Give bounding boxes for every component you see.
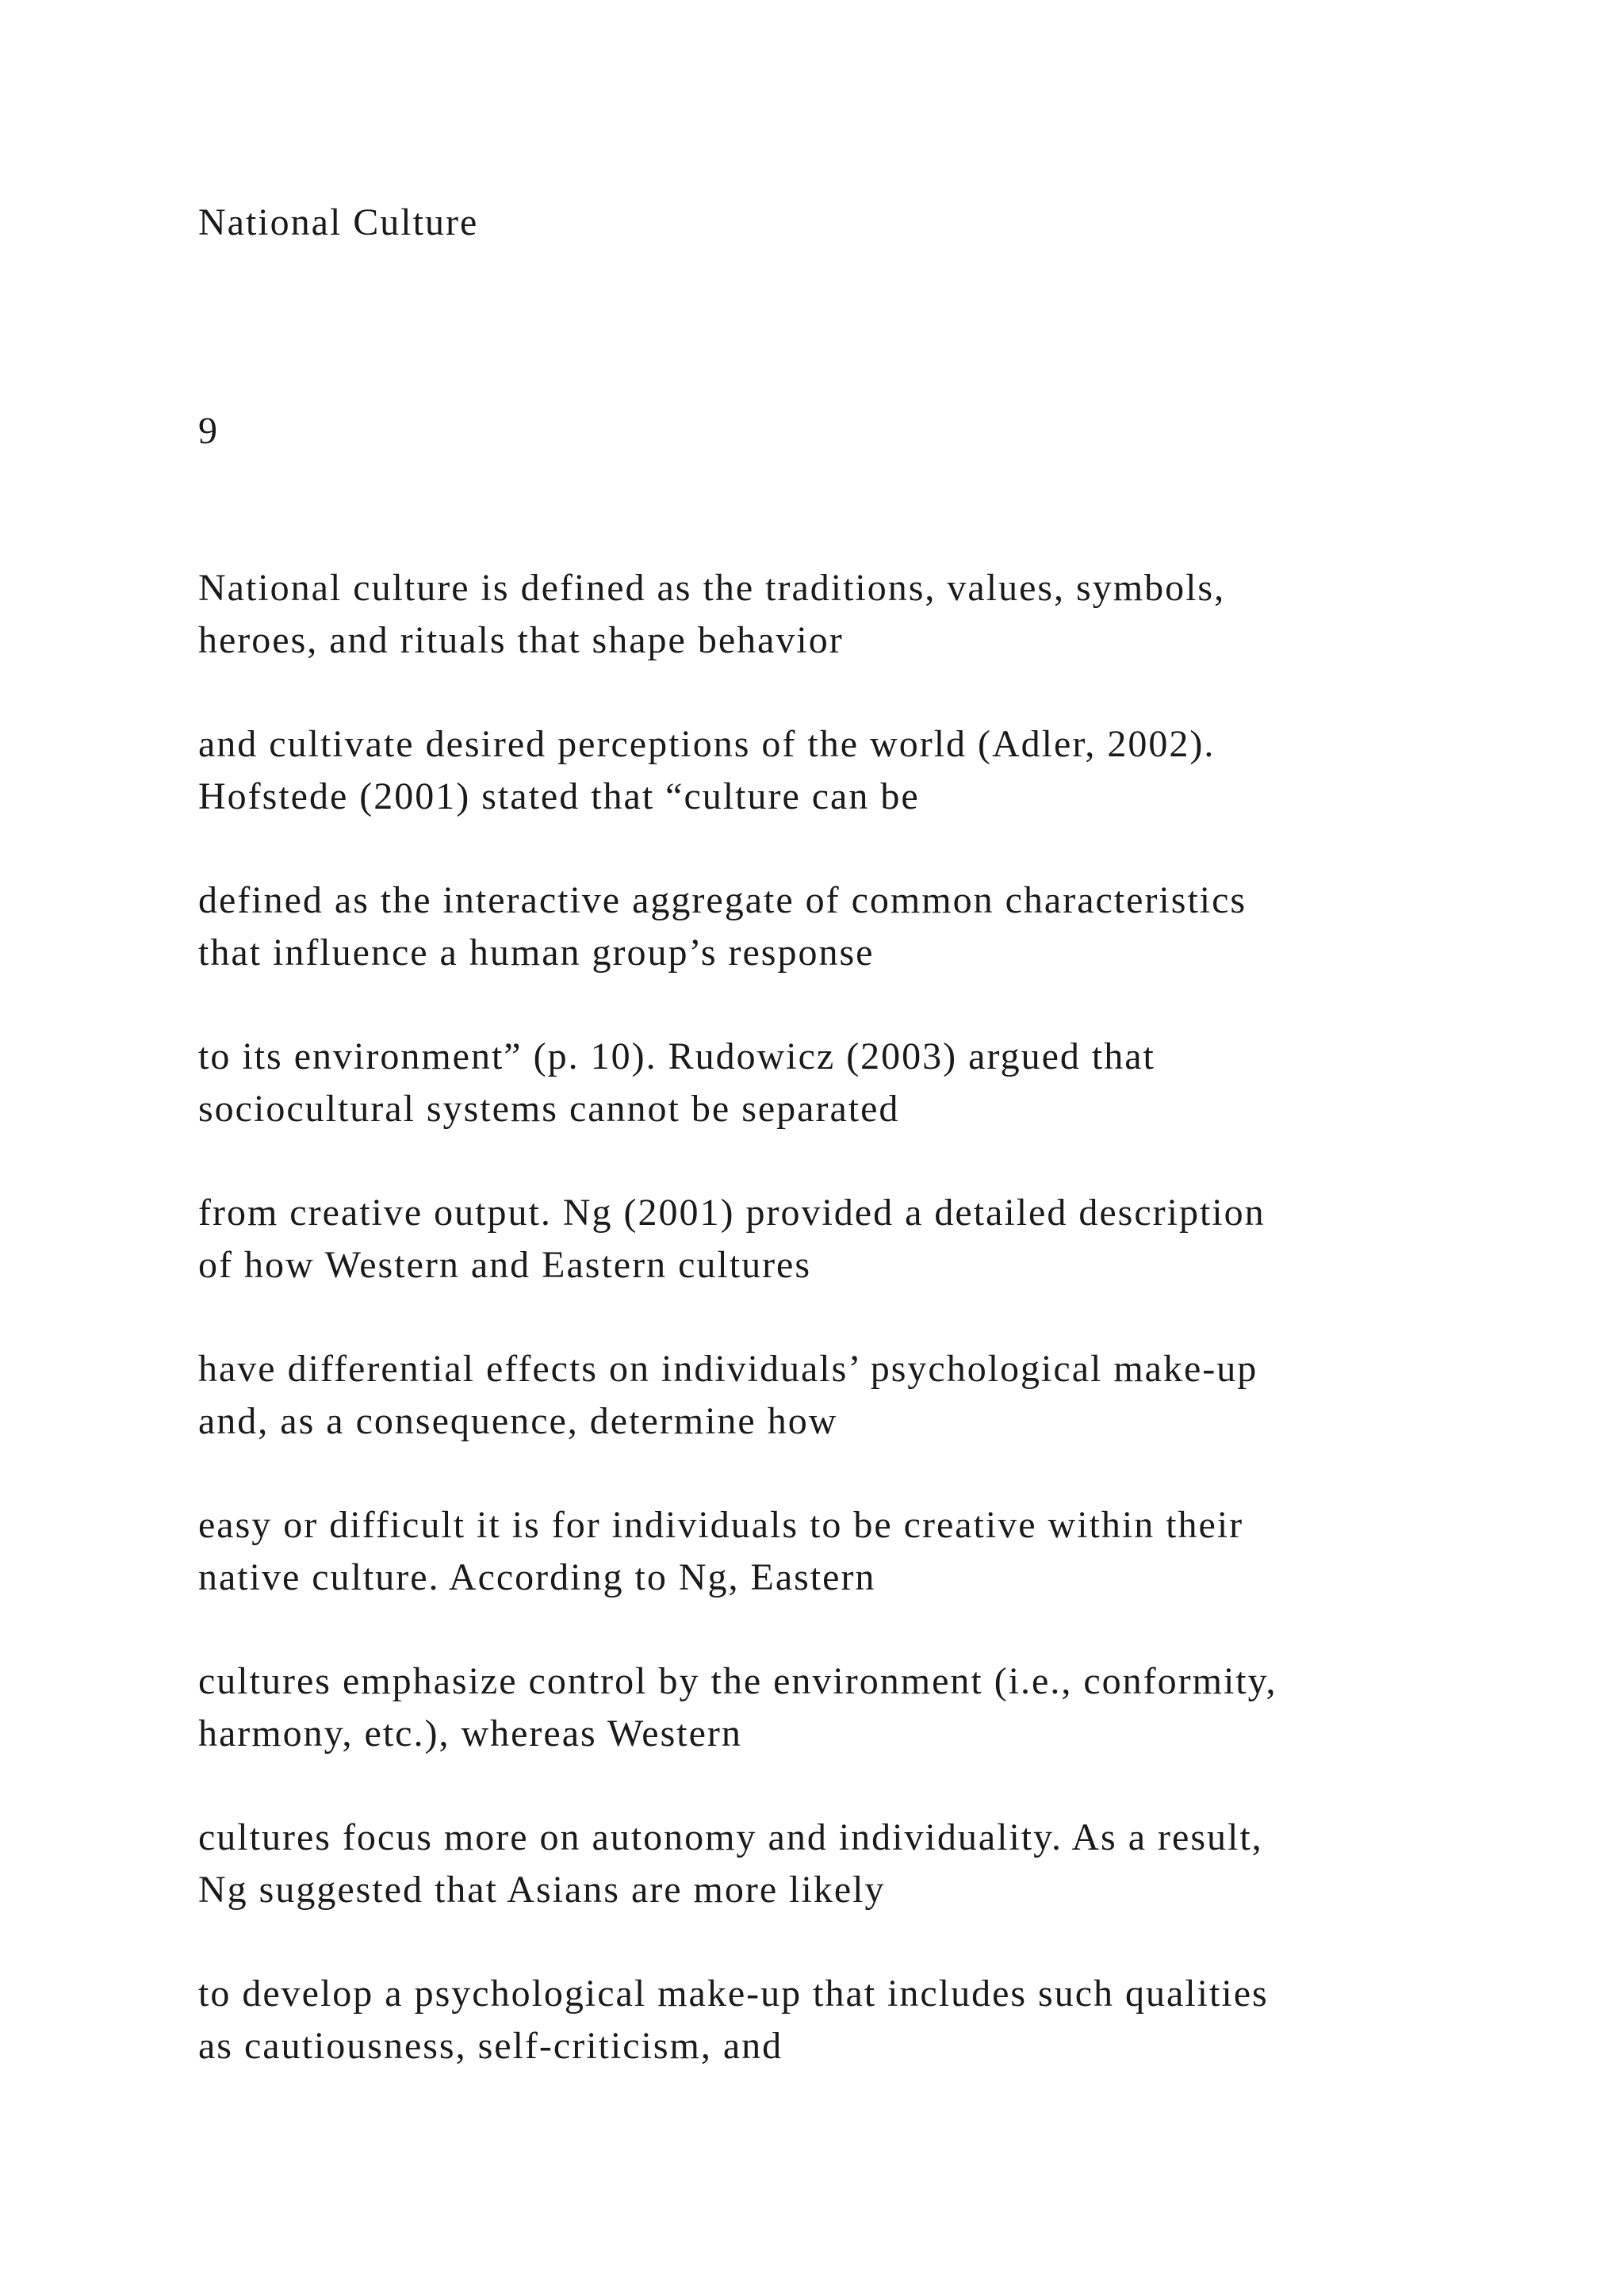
paragraph-line: National culture is defined as the traditions, values, symbols, [198,567,1226,609]
paragraph [198,874,1507,979]
paragraph [198,1343,1507,1448]
paragraph [198,1499,1507,1604]
paragraph-line: harmony, etc.), whereas Western [198,1712,742,1755]
paragraph-line: have differential effects on individuals’ psychological make-up [198,1348,1258,1390]
paragraph [198,718,1507,823]
running-head: National Culture [198,201,479,243]
paragraph [198,1812,1507,1916]
paragraph-line: cultures focus more on autonomy and individuality. As a result, [198,1816,1263,1858]
paragraph-line: that influence a human group’s response [198,932,875,974]
paragraph [198,1031,1507,1135]
paragraph-line: Hofstede (2001) stated that “culture can be [198,775,920,817]
paragraph [198,1187,1507,1292]
page-number: 9 [198,410,219,452]
paragraph-line: from creative output. Ng (2001) provided a detailed description [198,1192,1266,1234]
paragraph [198,1655,1507,1760]
paragraph-line: and cultivate desired perceptions of the world (Adler, 2002). [198,723,1216,765]
paragraph-line: cultures emphasize control by the environment (i.e., conformity, [198,1660,1277,1702]
paragraph-line: easy or difficult it is for individuals to be creative within their [198,1504,1244,1546]
paragraph-line: Ng suggested that Asians are more likely [198,1869,886,1911]
paragraph-line: defined as the interactive aggregate of common characteristics [198,879,1247,921]
paragraph [198,562,1507,667]
paragraph-line: sociocultural systems cannot be separated [198,1088,900,1130]
paragraph-line: to develop a psychological make-up that includes such qualities [198,1973,1269,2015]
paragraph-line: of how Western and Eastern cultures [198,1244,812,1286]
paragraph-line: as cautiousness, self-criticism, and [198,2025,783,2067]
paragraph [198,1968,1507,2072]
paragraph-line: to its environment” (p. 10). Rudowicz (2003) argued that [198,1035,1155,1077]
paragraph-line: and, as a consequence, determine how [198,1400,838,1442]
paragraph-line: heroes, and rituals that shape behavior [198,619,844,661]
paragraph-line: native culture. According to Ng, Eastern [198,1556,876,1598]
